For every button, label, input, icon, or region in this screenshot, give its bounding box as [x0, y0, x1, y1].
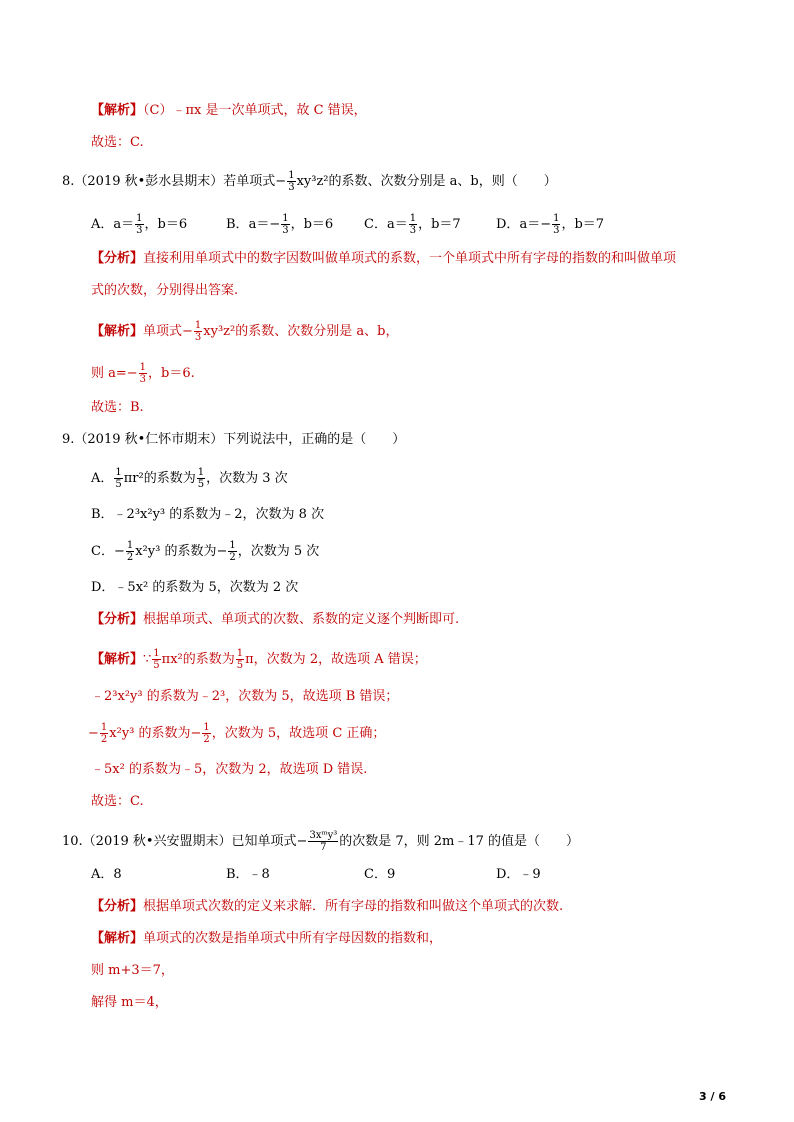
fraction-denominator: 3 [553, 225, 560, 236]
option-fraction [126, 540, 134, 563]
jiexi-fraction [194, 320, 202, 343]
q9-option-c [91, 540, 319, 563]
fraction-denominator: 3 [282, 225, 289, 236]
fraction-numerator: 1 [409, 213, 417, 224]
jiexi-fraction [202, 722, 210, 745]
option-text: ，b＝7 [561, 217, 605, 232]
q9-fenxi [91, 610, 459, 630]
analysis-tag: 【解析】 [91, 103, 144, 118]
q8-option-a [91, 213, 187, 236]
option-text: πr²的系数为 [123, 471, 196, 486]
analysis-text: （C）﹣πx 是一次单项式，故 C 错误， [143, 103, 367, 118]
q8-option-c [364, 213, 461, 236]
fraction-denominator: 2 [126, 552, 134, 563]
fraction-numerator: 1 [288, 170, 295, 181]
fraction-denominator: 3 [139, 374, 147, 385]
q9-jiexi-3 [88, 722, 385, 745]
fraction-numerator: 1 [115, 467, 122, 478]
fraction-numerator: 3xᵐy³ [309, 830, 338, 841]
q10-option-b: B．﹣8 [226, 867, 270, 882]
option-fraction [135, 213, 143, 236]
option-label: C． [364, 217, 387, 232]
option-text: a＝− [519, 217, 552, 232]
fraction-numerator: 1 [136, 213, 143, 224]
q9-option-b: B．﹣2³x²y³ 的系数为﹣2，次数为 8 次 [91, 507, 325, 522]
fraction-numerator: 1 [197, 467, 205, 478]
jiexi-fraction [100, 722, 108, 745]
then-text: 则 a=− [91, 366, 138, 381]
q9-option-a [91, 467, 288, 490]
q8-answer: 故选：B. [91, 400, 144, 415]
jiexi-tag: 【解析】 [91, 931, 144, 946]
q10-jiexi [91, 929, 442, 949]
jiexi-text: x²y³ 的系数为− [109, 726, 202, 741]
option-text: ，b＝6 [144, 217, 188, 232]
q10-stem-text: 的次数是 7，则 2m﹣17 的值是（ ） [339, 834, 580, 849]
q8-stem-text-b: xy³z²的系数、次数分别是 a、b，则（ ） [296, 174, 557, 189]
q8-option-d [496, 213, 604, 236]
jiexi-text: − [88, 726, 99, 741]
jiexi-fraction [236, 648, 244, 671]
fraction-denominator: 5 [153, 660, 160, 671]
q10-option-a: A．8 [91, 867, 122, 882]
fraction-denominator: 2 [203, 734, 210, 745]
q10-solve: 解得 m＝4， [91, 995, 168, 1010]
jiexi-text: 单项式的次数是指单项式中所有字母因数的指数和， [143, 931, 443, 946]
then-fraction [139, 362, 147, 385]
jiexi-text: xy³z²的系数、次数分别是 a、b， [203, 324, 399, 339]
q8-then [91, 362, 195, 385]
q8-option-b [226, 213, 333, 236]
option-text: a＝ [386, 217, 408, 232]
jiexi-text: π，次数为 2，故选项 A 错误； [245, 652, 427, 667]
then-text: ，b＝6. [148, 366, 195, 381]
fraction-numerator: 1 [139, 362, 147, 373]
jiexi-tag: 【解析】 [91, 652, 144, 667]
fraction-denominator: 3 [136, 225, 143, 236]
option-fraction [552, 213, 560, 236]
q8-fenxi-line2: 式的次数，分别得出答案. [91, 283, 239, 298]
q8-stem-fraction [287, 170, 295, 193]
top-analysis [91, 101, 367, 121]
fraction-numerator: 1 [203, 722, 210, 733]
q10-option-c: C．9 [364, 867, 396, 882]
q10-stem-text: 10.（2019 秋•兴安盟期末）已知单项式− [62, 834, 308, 849]
fraction-denominator: 7 [320, 842, 327, 853]
fraction-denominator: 5 [197, 479, 205, 490]
fraction-denominator: 3 [409, 225, 417, 236]
jiexi-tag: 【解析】 [91, 324, 144, 339]
q8-stem [62, 170, 557, 193]
q8-fenxi-line1 [91, 249, 676, 269]
q8-jiexi [91, 320, 398, 343]
jiexi-text: 单项式− [143, 324, 193, 339]
fraction-numerator: 1 [553, 213, 560, 224]
option-fraction [281, 213, 289, 236]
option-text: a＝− [248, 217, 281, 232]
fraction-denominator: 2 [100, 734, 108, 745]
q9-jiexi-1 [91, 648, 427, 671]
jiexi-text: πx²的系数为 [161, 652, 235, 667]
fraction-numerator: 1 [194, 320, 202, 331]
fraction-denominator: 5 [115, 479, 122, 490]
jiexi-fraction [152, 648, 160, 671]
option-text: ，b＝6 [290, 217, 334, 232]
fenxi-text: 直接利用单项式中的数字因数叫做单项式的系数，一个单项式中所有字母的指数的和叫做单项 [143, 251, 677, 266]
option-fraction [197, 467, 205, 490]
option-label: B． [226, 217, 249, 232]
q9-jiexi-2: ﹣2³x²y³ 的系数为﹣2³，次数为 5，故选项 B 错误； [91, 689, 399, 704]
option-label: D． [496, 217, 520, 232]
fraction-denominator: 2 [229, 552, 236, 563]
option-label: A． [91, 471, 114, 486]
q9-answer: 故选：C. [91, 794, 144, 809]
fraction-numerator: 1 [282, 213, 289, 224]
q10-option-d: D．﹣9 [496, 867, 541, 882]
q8-stem-text-a: 8.（2019 秋•彭水县期末）若单项式− [62, 174, 287, 189]
fraction-denominator: 3 [194, 332, 202, 343]
fraction-numerator: 1 [236, 648, 244, 659]
fenxi-tag: 【分析】 [91, 899, 144, 914]
q10-stem [62, 830, 579, 853]
q9-stem: 9.（2019 秋•仁怀市期末）下列说法中，正确的是（ ） [62, 432, 406, 447]
jiexi-text: ∵ [143, 652, 152, 667]
fenxi-text: 根据单项式、单项式的次数、系数的定义逐个判断即可. [143, 612, 460, 627]
option-fraction [409, 213, 417, 236]
q10-fenxi [91, 897, 563, 917]
fraction-numerator: 1 [153, 648, 160, 659]
q10-then: 则 m+3＝7， [91, 963, 174, 978]
option-text: x²y³ 的系数为− [135, 544, 228, 559]
option-text: a＝ [113, 217, 135, 232]
option-label: C．− [91, 544, 125, 559]
option-text: ，次数为 5 次 [237, 544, 320, 559]
top-answer: 故选：C. [91, 135, 144, 150]
page-number: 3 / 6 [699, 1090, 726, 1103]
q9-option-d: D．﹣5x² 的系数为 5，次数为 2 次 [91, 580, 299, 595]
fenxi-tag: 【分析】 [91, 612, 144, 627]
option-fraction [228, 540, 236, 563]
fraction-numerator: 1 [100, 722, 108, 733]
option-text: ，次数为 3 次 [206, 471, 288, 486]
jiexi-text: ，次数为 5，故选项 C 正确； [211, 726, 386, 741]
option-text: ，b＝7 [418, 217, 461, 232]
fraction-denominator: 5 [236, 660, 244, 671]
q10-stem-fraction [308, 830, 338, 853]
fraction-denominator: 3 [288, 182, 295, 193]
option-label: A． [91, 217, 114, 232]
option-fraction [114, 467, 122, 490]
fenxi-text: 根据单项式次数的定义来求解．所有字母的指数和叫做这个单项式的次数. [143, 899, 564, 914]
fenxi-tag: 【分析】 [91, 251, 144, 266]
q9-jiexi-4: ﹣5x² 的系数为﹣5，次数为 2，故选项 D 错误. [91, 762, 368, 777]
fraction-numerator: 1 [126, 540, 134, 551]
fraction-numerator: 1 [229, 540, 236, 551]
